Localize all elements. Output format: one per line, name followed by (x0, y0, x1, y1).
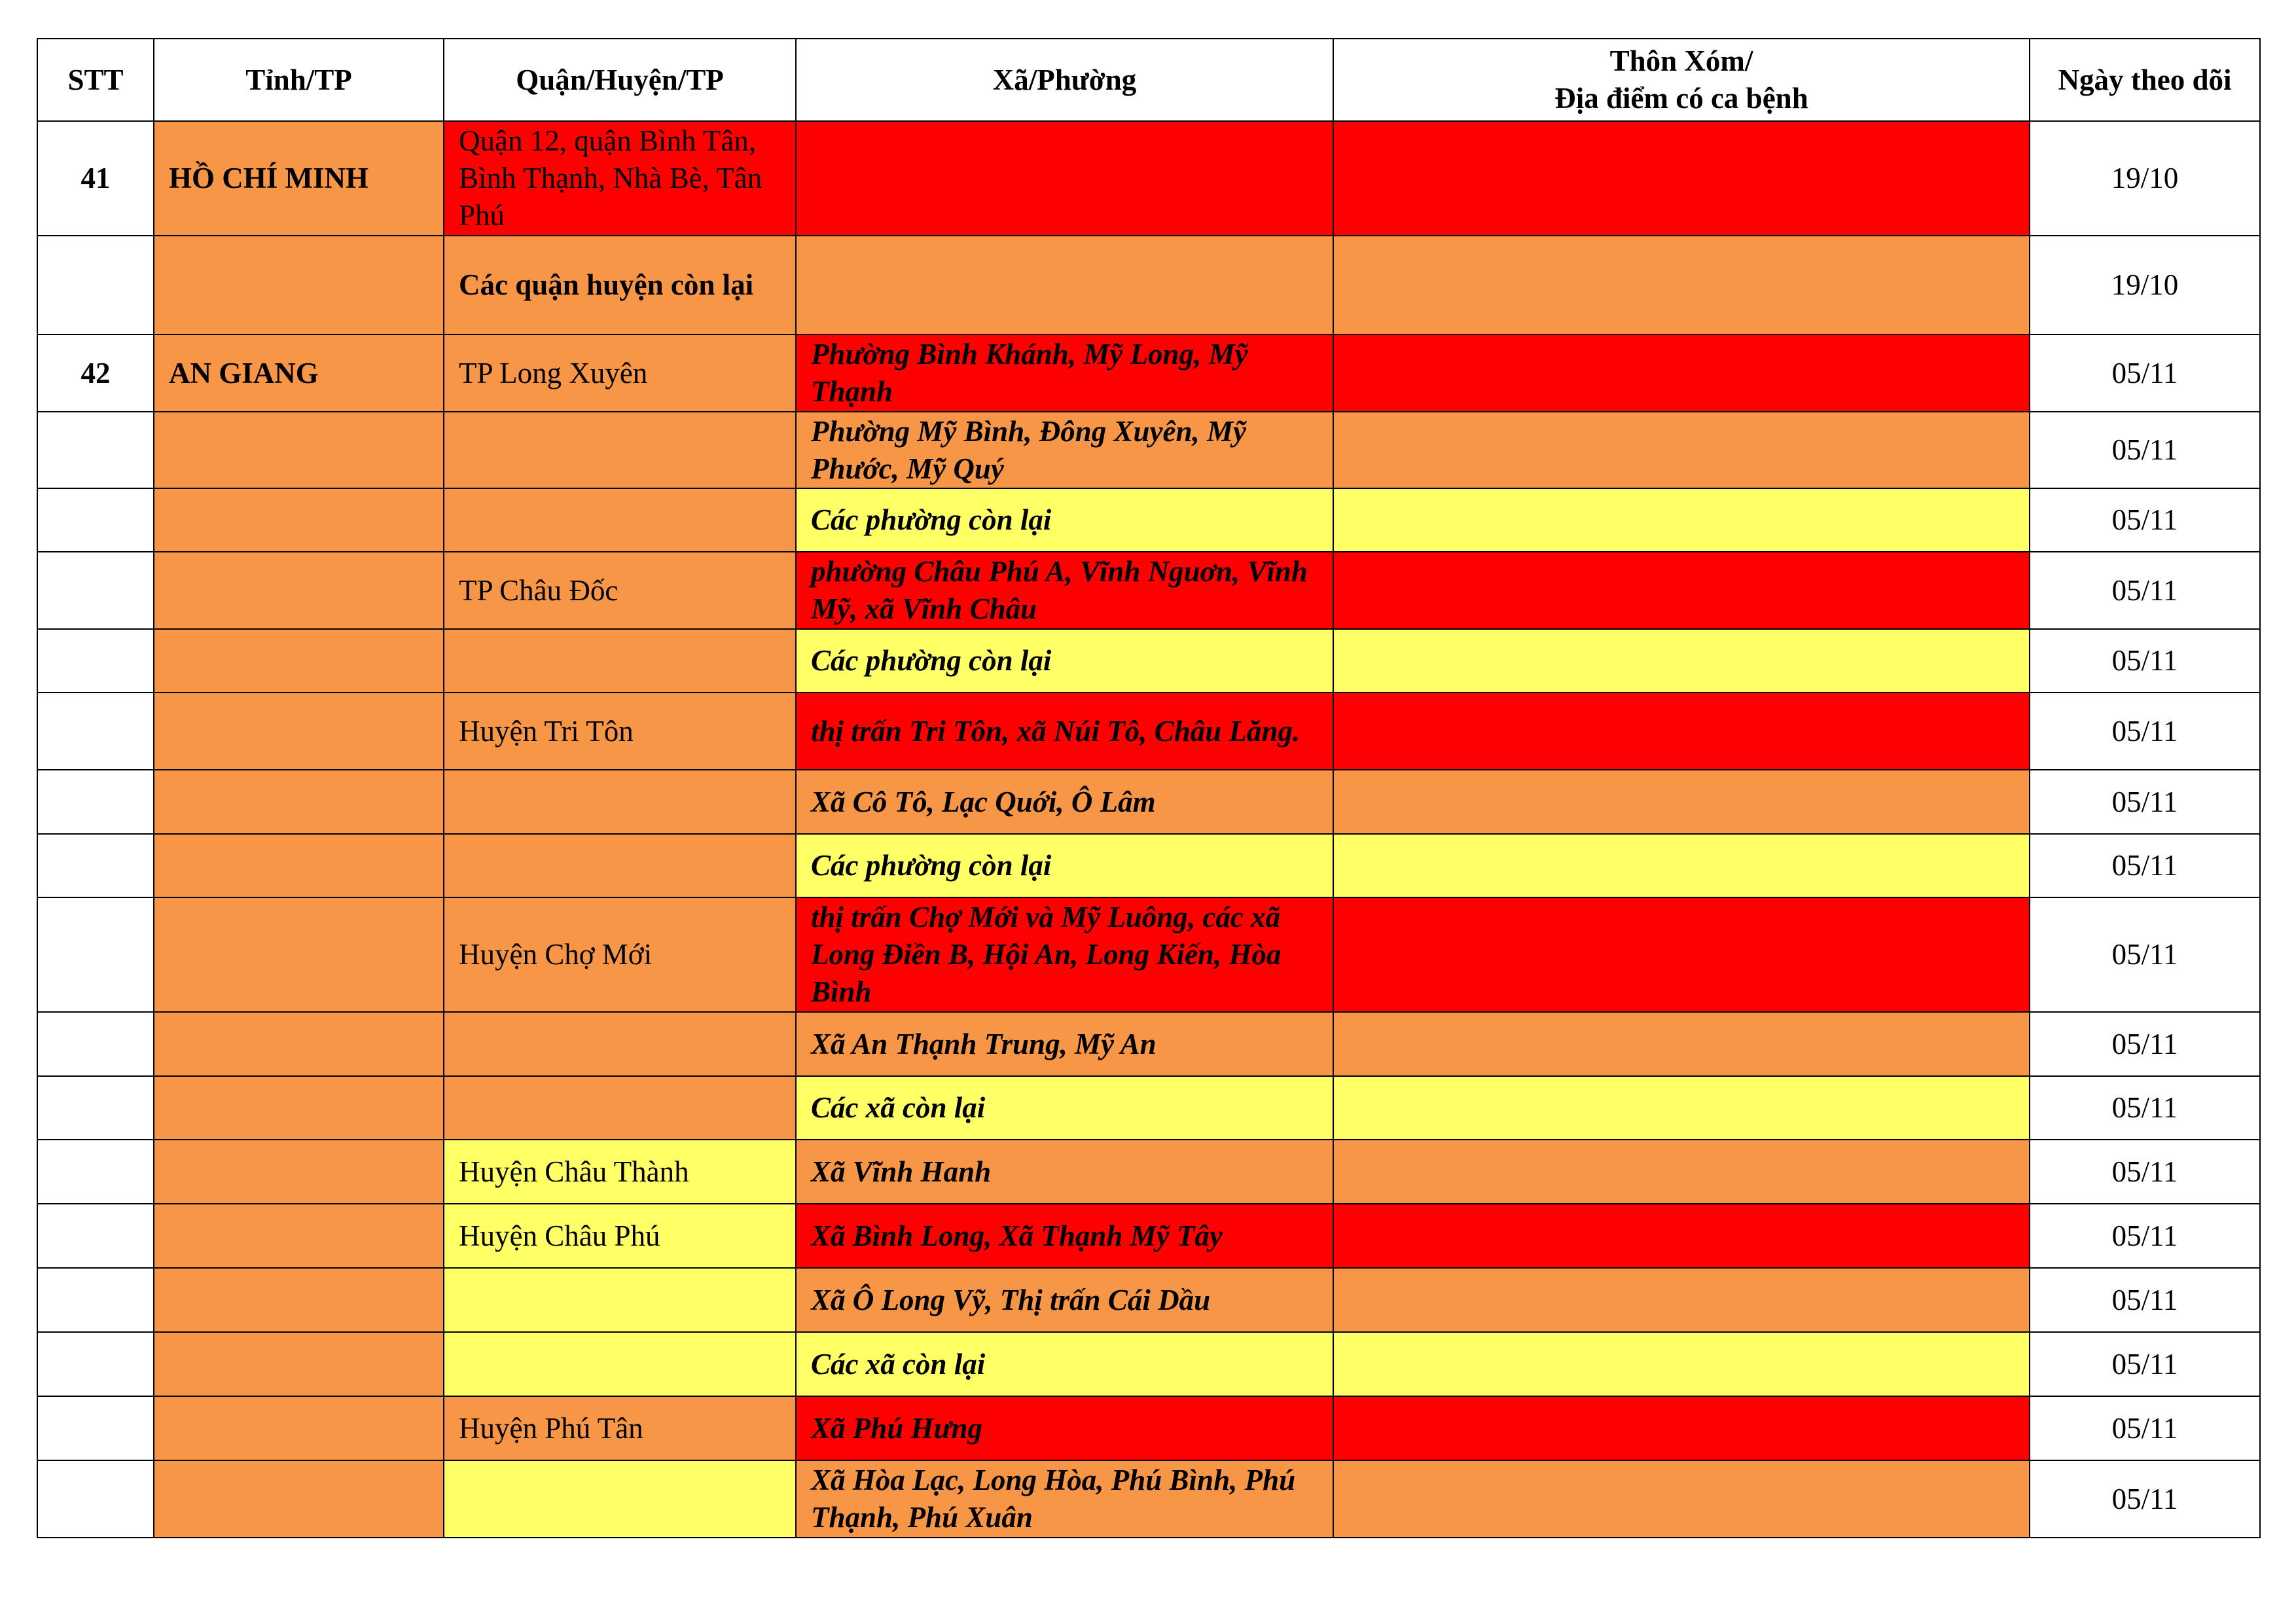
ward-cell: phường Châu Phú A, Vĩnh Nguơn, Vĩnh Mỹ, xã Vĩnh Châu (796, 552, 1333, 629)
province-cell (154, 834, 444, 897)
header-province: Tỉnh/TP (154, 39, 444, 121)
date-cell: 05/11 (2030, 1204, 2260, 1268)
district-cell (444, 770, 796, 834)
stt-cell (37, 412, 154, 488)
date-cell: 05/11 (2030, 1332, 2260, 1396)
district-cell (444, 1460, 796, 1538)
province-cell (154, 1076, 444, 1140)
province-cell (154, 1204, 444, 1268)
date-cell: 05/11 (2030, 552, 2260, 629)
date-cell: 05/11 (2030, 1460, 2260, 1538)
header-district: Quận/Huyện/TP (444, 39, 796, 121)
village-cell (1333, 488, 2030, 552)
village-cell (1333, 693, 2030, 770)
date-cell: 05/11 (2030, 1140, 2260, 1204)
table-row (37, 693, 2260, 770)
table-row (37, 1396, 2260, 1460)
ward-cell: Xã Cô Tô, Lạc Quới, Ô Lâm (796, 770, 1333, 834)
date-cell: 05/11 (2030, 629, 2260, 693)
village-cell (1333, 770, 2030, 834)
district-cell: TP Châu Đốc (444, 552, 796, 629)
village-cell (1333, 897, 2030, 1012)
district-cell: Huyện Chợ Mới (444, 897, 796, 1012)
ward-cell: Các phường còn lại (796, 834, 1333, 897)
province-cell (154, 1268, 444, 1332)
district-cell: Huyện Phú Tân (444, 1396, 796, 1460)
district-cell: Huyện Châu Phú (444, 1204, 796, 1268)
province-cell: AN GIANG (154, 334, 444, 412)
province-cell (154, 236, 444, 334)
header-stt: STT (37, 39, 154, 121)
district-cell (444, 412, 796, 488)
village-cell (1333, 121, 2030, 236)
table-row (37, 1012, 2260, 1076)
district-cell (444, 1076, 796, 1140)
ward-cell: Phường Bình Khánh, Mỹ Long, Mỹ Thạnh (796, 334, 1333, 412)
table-row (37, 1268, 2260, 1332)
table-row (37, 236, 2260, 334)
stt-cell (37, 236, 154, 334)
village-cell (1333, 1460, 2030, 1538)
table-row (37, 552, 2260, 629)
date-cell: 05/11 (2030, 1268, 2260, 1332)
ward-cell (796, 121, 1333, 236)
stt-cell (37, 1076, 154, 1140)
ward-cell: Các xã còn lại (796, 1076, 1333, 1140)
village-cell (1333, 1332, 2030, 1396)
stt-cell: 42 (37, 334, 154, 412)
table-row (37, 121, 2260, 236)
district-cell: Quận 12, quận Bình Tân, Bình Thạnh, Nhà Bè, Tân Phú (444, 121, 796, 236)
table-row (37, 1140, 2260, 1204)
stt-cell (37, 1140, 154, 1204)
ward-cell: Xã Phú Hưng (796, 1396, 1333, 1460)
date-cell: 05/11 (2030, 693, 2260, 770)
ward-cell: Phường Mỹ Bình, Đông Xuyên, Mỹ Phước, Mỹ Quý (796, 412, 1333, 488)
district-cell (444, 629, 796, 693)
date-cell: 05/11 (2030, 1012, 2260, 1076)
province-cell (154, 897, 444, 1012)
district-cell (444, 488, 796, 552)
date-cell: 05/11 (2030, 1396, 2260, 1460)
village-cell (1333, 412, 2030, 488)
stt-cell: 41 (37, 121, 154, 236)
district-cell: Huyện Châu Thành (444, 1140, 796, 1204)
ward-cell: Xã An Thạnh Trung, Mỹ An (796, 1012, 1333, 1076)
village-cell (1333, 334, 2030, 412)
ward-cell: thị trấn Tri Tôn, xã Núi Tô, Châu Lăng. (796, 693, 1333, 770)
date-cell: 05/11 (2030, 412, 2260, 488)
header-ward: Xã/Phường (796, 39, 1333, 121)
date-cell: 19/10 (2030, 236, 2260, 334)
ward-cell: Các phường còn lại (796, 629, 1333, 693)
date-cell: 19/10 (2030, 121, 2260, 236)
province-cell (154, 1460, 444, 1538)
village-cell (1333, 552, 2030, 629)
ward-cell: thị trấn Chợ Mới và Mỹ Luông, các xã Long Điền B, Hội An, Long Kiến, Hòa Bình (796, 897, 1333, 1012)
province-cell (154, 629, 444, 693)
district-cell: Huyện Tri Tôn (444, 693, 796, 770)
header-date: Ngày theo dõi (2030, 39, 2260, 121)
village-cell (1333, 236, 2030, 334)
district-cell (444, 1332, 796, 1396)
stt-cell (37, 1332, 154, 1396)
village-cell (1333, 1396, 2030, 1460)
province-cell (154, 693, 444, 770)
table-row (37, 1332, 2260, 1396)
header-village-line1: Thôn Xóm/ (1609, 45, 1753, 77)
village-cell (1333, 1204, 2030, 1268)
village-cell (1333, 1140, 2030, 1204)
table-row (37, 1204, 2260, 1268)
province-cell (154, 1140, 444, 1204)
district-cell (444, 834, 796, 897)
table-row (37, 629, 2260, 693)
table-row (37, 412, 2260, 488)
ward-cell: Xã Bình Long, Xã Thạnh Mỹ Tây (796, 1204, 1333, 1268)
village-cell (1333, 1076, 2030, 1140)
header-village-line2: Địa điểm có ca bệnh (1554, 82, 1808, 115)
province-cell (154, 1396, 444, 1460)
table-row (37, 488, 2260, 552)
table-row (37, 1460, 2260, 1538)
stt-cell (37, 488, 154, 552)
date-cell: 05/11 (2030, 834, 2260, 897)
province-cell (154, 552, 444, 629)
table-row (37, 897, 2260, 1012)
ward-cell: Xã Vĩnh Hanh (796, 1140, 1333, 1204)
stt-cell (37, 834, 154, 897)
date-cell: 05/11 (2030, 770, 2260, 834)
stt-cell (37, 693, 154, 770)
ward-cell: Các phường còn lại (796, 488, 1333, 552)
table-row (37, 334, 2260, 412)
stt-cell (37, 1460, 154, 1538)
table-row (37, 1076, 2260, 1140)
province-cell (154, 770, 444, 834)
district-cell (444, 1268, 796, 1332)
table-row (37, 770, 2260, 834)
header-village (1333, 39, 2030, 121)
date-cell: 05/11 (2030, 334, 2260, 412)
stt-cell (37, 629, 154, 693)
district-cell (444, 1012, 796, 1076)
district-cell: TP Long Xuyên (444, 334, 796, 412)
stt-cell (37, 552, 154, 629)
date-cell: 05/11 (2030, 1076, 2260, 1140)
date-cell: 05/11 (2030, 488, 2260, 552)
stt-cell (37, 1268, 154, 1332)
village-cell (1333, 1268, 2030, 1332)
district-cell: Các quận huyện còn lại (444, 236, 796, 334)
header-row (37, 39, 2260, 121)
village-cell (1333, 1012, 2030, 1076)
province-cell (154, 1332, 444, 1396)
province-cell (154, 488, 444, 552)
stt-cell (37, 1012, 154, 1076)
province-cell (154, 1012, 444, 1076)
village-cell (1333, 629, 2030, 693)
table-row (37, 834, 2260, 897)
province-cell (154, 412, 444, 488)
province-cell: HỒ CHÍ MINH (154, 121, 444, 236)
stt-cell (37, 897, 154, 1012)
ward-cell: Xã Hòa Lạc, Long Hòa, Phú Bình, Phú Thạnh, Phú Xuân (796, 1460, 1333, 1538)
ward-cell: Xã Ô Long Vỹ, Thị trấn Cái Dầu (796, 1268, 1333, 1332)
date-cell: 05/11 (2030, 897, 2260, 1012)
ward-cell: Các xã còn lại (796, 1332, 1333, 1396)
ward-cell (796, 236, 1333, 334)
stt-cell (37, 1396, 154, 1460)
stt-cell (37, 1204, 154, 1268)
village-cell (1333, 834, 2030, 897)
stt-cell (37, 770, 154, 834)
risk-level-table (37, 38, 2261, 1538)
